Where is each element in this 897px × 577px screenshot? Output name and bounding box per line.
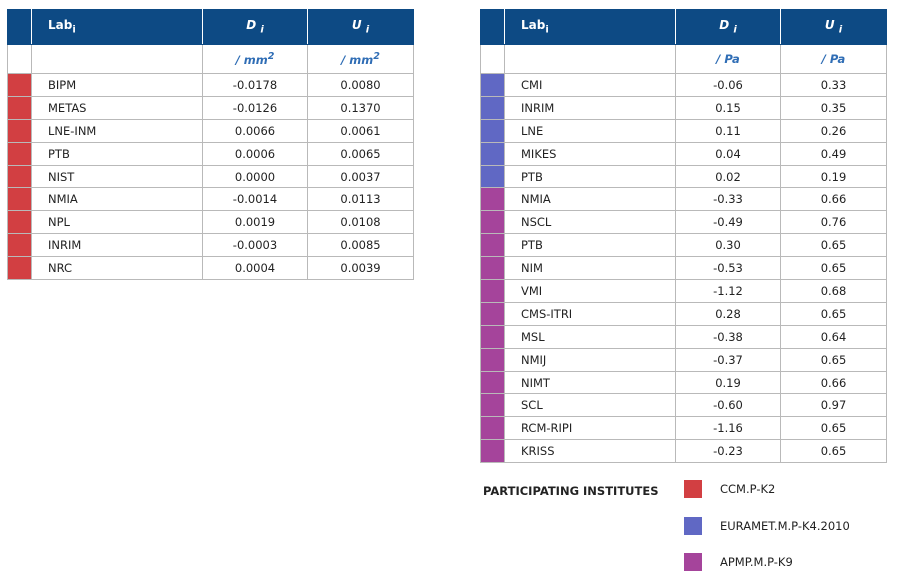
table-row [481,142,887,165]
table-row [8,74,414,97]
euramet-group-marker [481,119,505,142]
lab-name: MIKES [505,142,676,165]
u-value: 0.64 [781,325,887,348]
table-row [481,119,887,142]
legend-label: EURAMET.M.P-K4.2010 [720,519,850,533]
d-value: -0.53 [676,257,781,280]
table-row [8,96,414,119]
lab-name: CMS-ITRI [505,302,676,325]
lab-name: LNE-INM [32,119,203,142]
ccm-color-swatch [684,480,702,498]
lab-column-header: Lab$_i$ [505,10,676,45]
apmp-group-marker [481,280,505,303]
u-value: 0.19 [781,165,887,188]
d-value: 0.19 [676,371,781,394]
u-value: 0.0080 [308,74,414,97]
apmp-group-marker [481,234,505,257]
ccm-results-table [7,9,414,280]
apmp-group-marker [481,211,505,234]
lab-name: SCL [505,394,676,417]
lab-name: NSCL [505,211,676,234]
lab-name: PTB [505,165,676,188]
apmp-group-marker [481,302,505,325]
u-value: 0.68 [781,280,887,303]
d-value: -0.38 [676,325,781,348]
lab-name: NIST [32,165,203,188]
table-row [481,165,887,188]
ccm-group-marker [8,257,32,280]
d-value: -0.0014 [203,188,308,211]
lab-name: NIM [505,257,676,280]
d-value: 0.0066 [203,119,308,142]
table-row [481,234,887,257]
apmp-group-marker [481,417,505,440]
d-value: 0.0000 [203,165,308,188]
regional-table-body [481,74,887,463]
d-value: 0.11 [676,119,781,142]
u-value: 0.0061 [308,119,414,142]
lab-name: PTB [505,234,676,257]
lab-name: NMIA [505,188,676,211]
lab-name: NPL [32,211,203,234]
legend-title: PARTICIPATING INSTITUTES [483,484,659,498]
d-value: -0.0178 [203,74,308,97]
units-row [481,45,887,74]
d-value: 0.0006 [203,142,308,165]
u-value: 0.1370 [308,96,414,119]
u-value: 0.66 [781,371,887,394]
d-value: 0.28 [676,302,781,325]
ccm-group-marker [8,142,32,165]
legend-label: CCM.P-K2 [720,482,776,496]
euramet-group-marker [481,165,505,188]
ccm-group-marker [8,96,32,119]
table-row [8,211,414,234]
d-column-header: D $_i$ [203,10,308,45]
euramet-group-marker [481,74,505,97]
table-row [8,234,414,257]
d-value: 0.30 [676,234,781,257]
u-value: 0.65 [781,234,887,257]
ccm-group-marker [8,188,32,211]
u-value: 0.0065 [308,142,414,165]
lab-name: NRC [32,257,203,280]
table-row [481,348,887,371]
table-header-row [8,10,414,45]
u-value: 0.0039 [308,257,414,280]
u-unit: / $mm^2$ [308,45,414,74]
u-unit: / Pa [781,45,887,74]
legend-label: APMP.M.P-K9 [720,555,793,569]
ccm-table-body [8,74,414,280]
d-value: -0.0126 [203,96,308,119]
table-row [481,325,887,348]
euramet-group-marker [481,142,505,165]
u-column-header: U $_i$ [781,10,887,45]
table-header-row [481,10,887,45]
d-column-header: D $_i$ [676,10,781,45]
u-value: 0.97 [781,394,887,417]
apmp-group-marker [481,394,505,417]
d-value: -1.16 [676,417,781,440]
d-value: 0.15 [676,96,781,119]
d-value: 0.04 [676,142,781,165]
u-value: 0.26 [781,119,887,142]
lab-name: MSL [505,325,676,348]
lab-name: METAS [32,96,203,119]
u-value: 0.66 [781,188,887,211]
lab-name: CMI [505,74,676,97]
u-column-header: U $_i$ [308,10,414,45]
d-value: -0.23 [676,440,781,463]
d-value: -0.37 [676,348,781,371]
table-row [8,257,414,280]
u-value: 0.35 [781,96,887,119]
lab-name: NMIA [32,188,203,211]
d-unit: / Pa [676,45,781,74]
lab-name: INRIM [505,96,676,119]
ccm-group-marker [8,234,32,257]
lab-name: PTB [32,142,203,165]
euramet-color-swatch [684,517,702,535]
u-value: 0.76 [781,211,887,234]
apmp-group-marker [481,440,505,463]
lab-name: KRISS [505,440,676,463]
u-value: 0.65 [781,417,887,440]
apmp-group-marker [481,257,505,280]
table-row [481,74,887,97]
apmp-group-marker [481,325,505,348]
lab-name: BIPM [32,74,203,97]
regional-results-table [480,9,887,463]
u-value: 0.65 [781,257,887,280]
d-value: -0.06 [676,74,781,97]
ccm-group-marker [8,165,32,188]
units-row [8,45,414,74]
d-value: -0.49 [676,211,781,234]
table-row [481,188,887,211]
u-value: 0.0113 [308,188,414,211]
table-row [481,371,887,394]
table-row [481,280,887,303]
d-unit: / $mm^2$ [203,45,308,74]
table-row [481,257,887,280]
u-value: 0.0037 [308,165,414,188]
table-row [481,211,887,234]
table-row [8,188,414,211]
ccm-group-marker [8,74,32,97]
table-row [481,417,887,440]
ccm-group-marker [8,119,32,142]
u-value: 0.0085 [308,234,414,257]
d-value: -1.12 [676,280,781,303]
u-value: 0.65 [781,440,887,463]
u-value: 0.49 [781,142,887,165]
lab-name: INRIM [32,234,203,257]
table-row [8,165,414,188]
apmp-group-marker [481,348,505,371]
d-value: 0.02 [676,165,781,188]
lab-name: RCM-RIPI [505,417,676,440]
lab-name: VMI [505,280,676,303]
u-value: 0.65 [781,348,887,371]
table-row [481,96,887,119]
group-color-header [8,10,32,45]
euramet-group-marker [481,96,505,119]
apmp-group-marker [481,371,505,394]
group-color-header [481,10,505,45]
ccm-group-marker [8,211,32,234]
d-value: 0.0004 [203,257,308,280]
u-value: 0.33 [781,74,887,97]
lab-column-header: Lab$_i$ [32,10,203,45]
table-row [481,440,887,463]
d-value: -0.33 [676,188,781,211]
apmp-group-marker [481,188,505,211]
d-value: -0.0003 [203,234,308,257]
d-value: -0.60 [676,394,781,417]
table-row [481,302,887,325]
d-value: 0.0019 [203,211,308,234]
table-row [481,394,887,417]
u-value: 0.0108 [308,211,414,234]
lab-name: LNE [505,119,676,142]
lab-name: NMIJ [505,348,676,371]
table-row [8,119,414,142]
u-value: 0.65 [781,302,887,325]
lab-name: NIMT [505,371,676,394]
table-row [8,142,414,165]
apmp-color-swatch [684,553,702,571]
